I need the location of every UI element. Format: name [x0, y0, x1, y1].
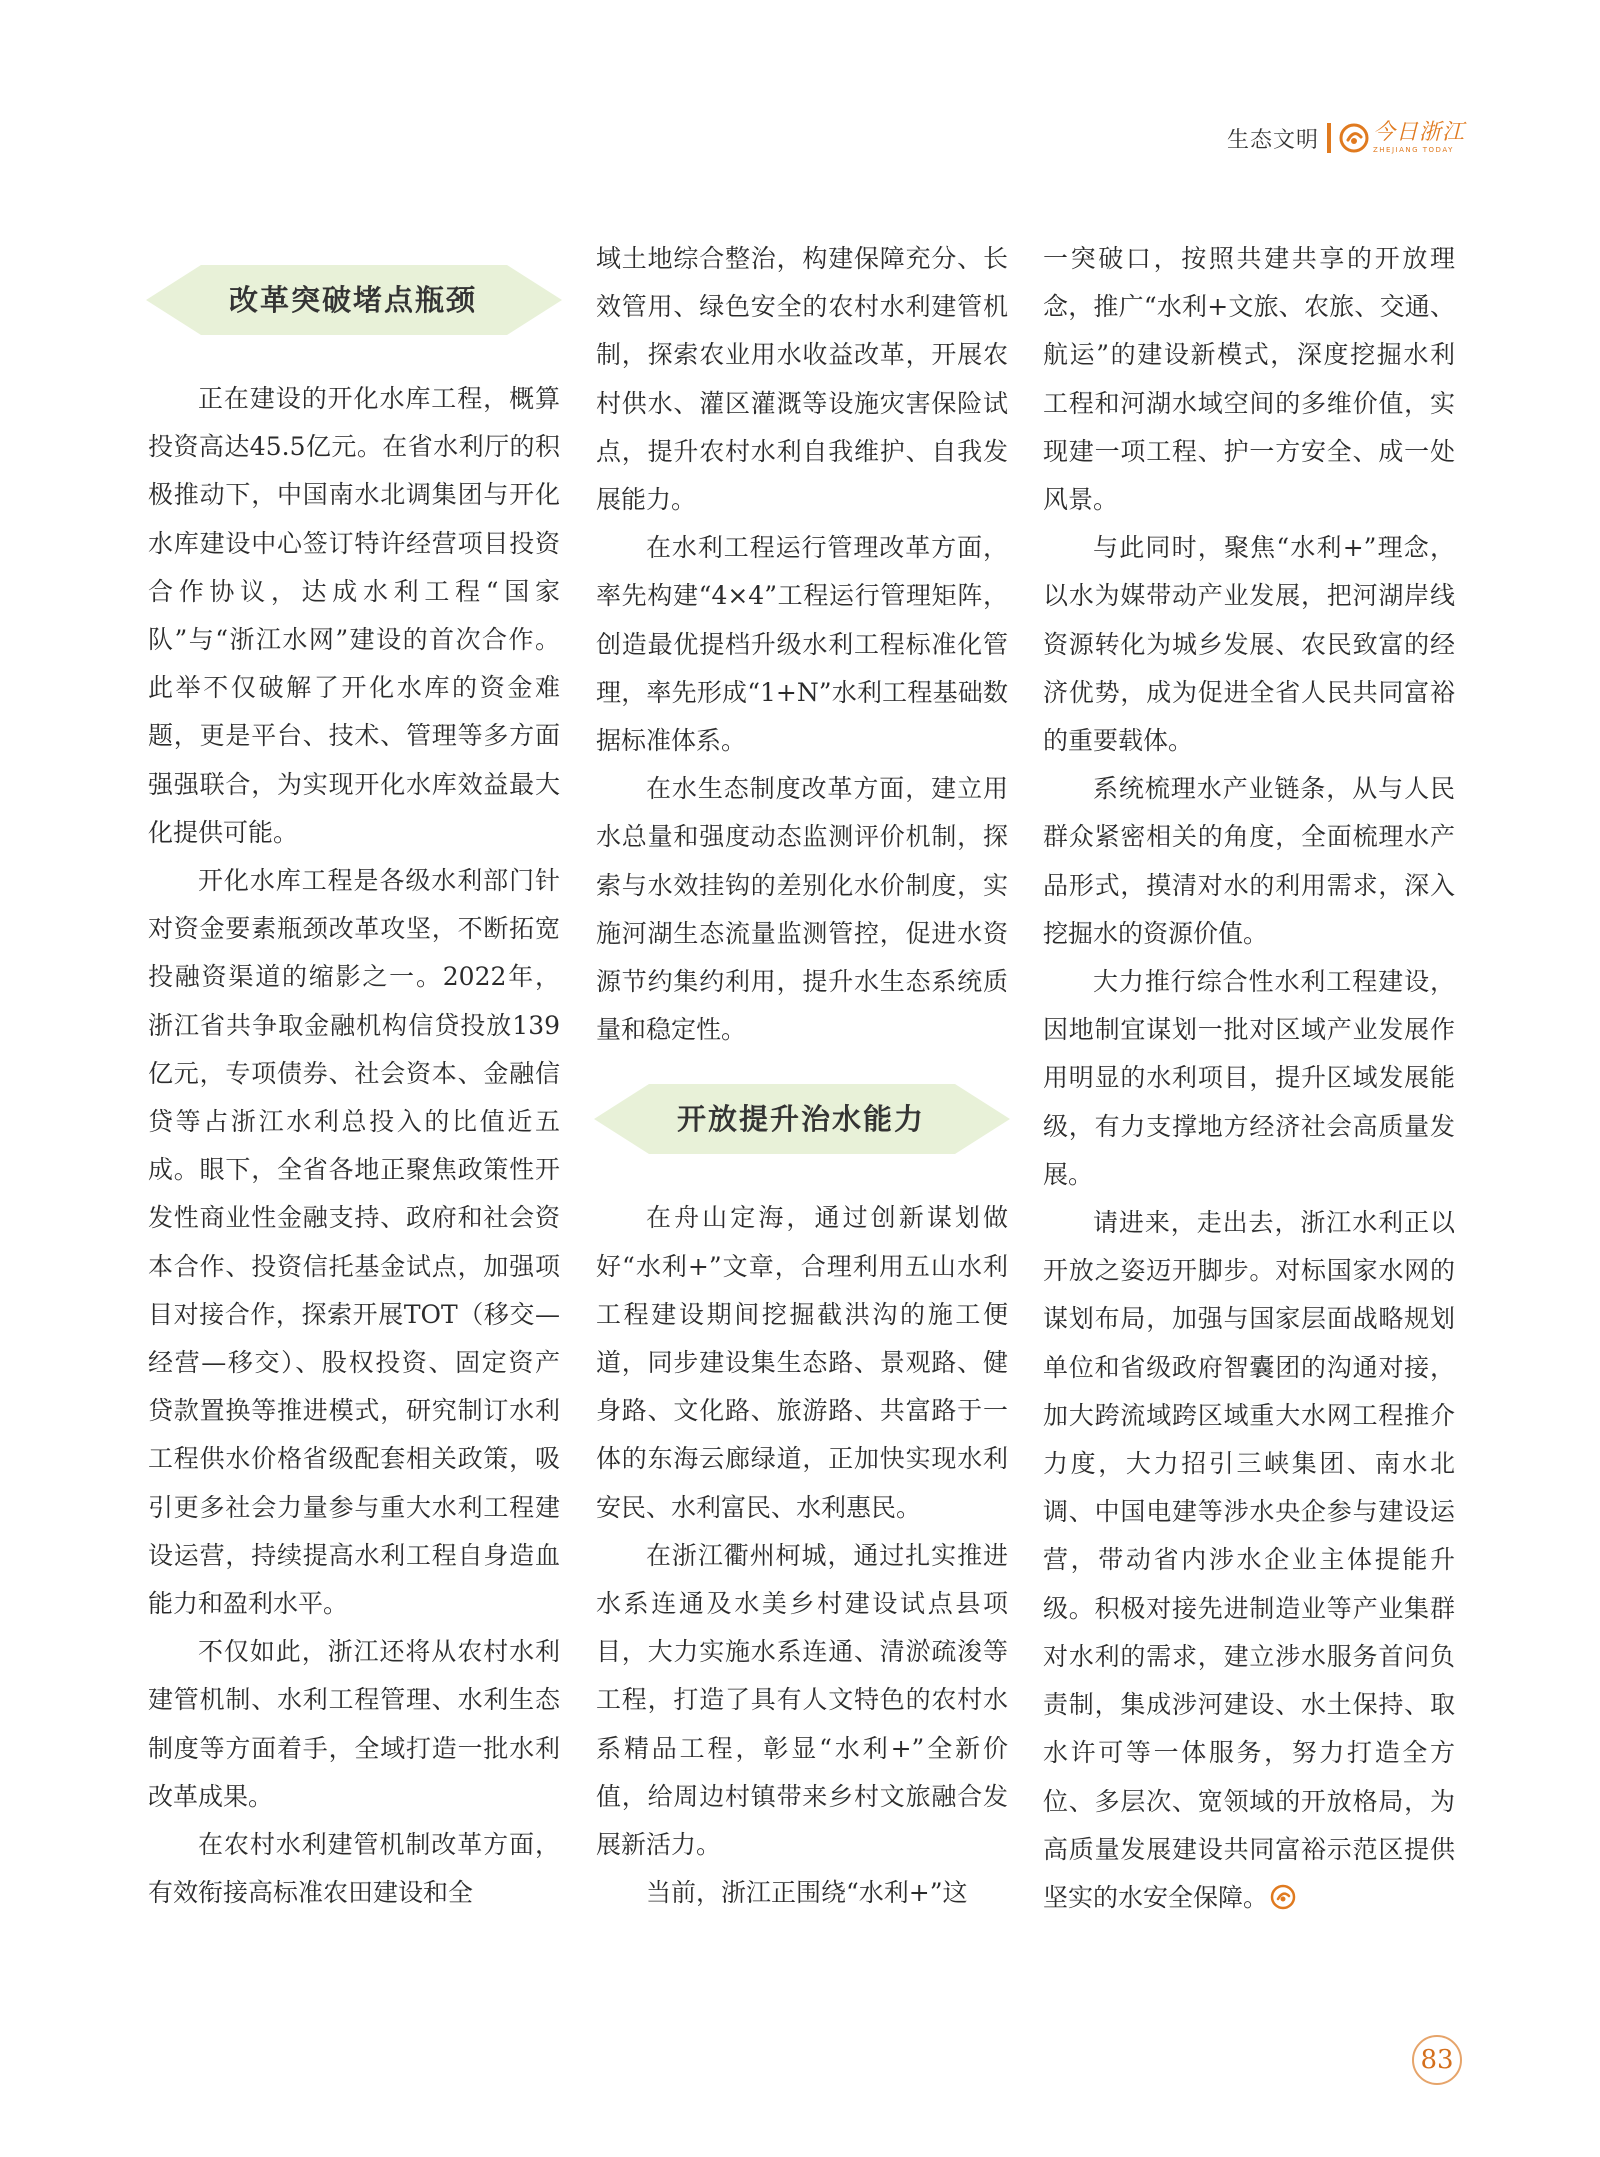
paragraph: 在水利工程运行管理改革方面，率先构建“4×4”工程运行管理矩阵，创造最优提档升级水利工程标准化管理，率先形成“1+N”水利工程基础数据标准体系。	[596, 533, 1008, 756]
paragraph: 在农村水利建管机制改革方面，有效衔接高标准农田建设和全	[148, 1830, 560, 1908]
section-heading-opening	[594, 1084, 1008, 1154]
final-paragraph-text: 请进来，走出去，浙江水利正以开放之姿迈开脚步。对标国家水网的谋划布局，加强与国家层面战略规划单位和省级政府智囊团的沟通对接，加大跨流域跨区域重大水网工程推介力度，大力招引三峡集团、南水北调、中国电建等涉水央企参与建设运营，带动省内涉水企业主体提能升级。积极对接先进制造业等产业集群对水利的需求，建立涉水服务首问负责制，集成涉河建设、水土保持、取水许可等一体服务，努力打造全方位、多层次、宽领域的开放格局，为高质量发展建设共同富裕示范区提供坚实的水安全保障。	[1043, 1208, 1455, 1912]
paragraph: 不仅如此，浙江还将从农村水利建管机制、水利工程管理、水利生态制度等方面着手，全域打造一批水利改革成果。	[148, 1637, 560, 1811]
page-number-badge	[1412, 2035, 1462, 2085]
paragraph-continued: 一突破口，按照共建共享的开放理念，推广“水利+文旅、农旅、交通、航运”的建设新模式，深度挖掘水利工程和河湖水域空间的多维价值，实现建一项工程、护一方安全、成一处风景。	[1043, 244, 1455, 515]
paragraph: 当前，浙江正围绕“水利+”这	[646, 1878, 968, 1908]
final-paragraph	[1043, 1199, 1455, 1922]
paragraph-continued: 域土地综合整治，构建保障充分、长效管用、绿色安全的农村水利建管机制，探索农业用水收益改革，开展农村供水、灌区灌溉等设施灾害保险试点，提升农村水利自我维护、自我发展能力。	[596, 244, 1008, 515]
section-heading-reform	[146, 265, 560, 335]
paragraph: 大力推行综合性水利工程建设，因地制宜谋划一批对区域产业发展作用明显的水利项目，提升区域发展能级，有力支撑地方经济社会高质量发展。	[1043, 967, 1455, 1189]
paragraph: 在舟山定海，通过创新谋划做好“水利+”文章，合理利用五山水利工程建设期间挖掘截洪沟的施工便道，同步建设集生态路、景观路、健身路、文化路、旅游路、共富路于一体的东海云廊绿道，正加快实现水利安民、水利富民、水利惠民。	[596, 1203, 1008, 1522]
heading-text: 开放提升治水能力	[676, 1102, 925, 1137]
magazine-logo	[1339, 122, 1465, 154]
section-label: 生态文明	[1226, 127, 1319, 153]
paragraph: 开化水库工程是各级水利部门针对资金要素瓶颈改革攻坚，不断拓宽投融资渠道的缩影之一。2022年，浙江省共争取金融机构信贷投放139亿元，专项债券、社会资本、金融信贷等占浙江水利总投入的比值近五成。眼下，全省各地正聚焦政策性开发性商业性金融支持、政府和社会资本合作、投资信托基金试点，加强项目对接合作，探索开展TOT（移交—经营—移交）、股权投资、固定资产贷款置换等推进模式，研究制订水利工程供水价格省级配套相关政策，吸引更多社会力量参与重大水利工程建设运营，持续提高水利工程自身造血能力和盈利水平。	[148, 866, 560, 1619]
paragraph: 在水生态制度改革方面，建立用水总量和强度动态监测评价机制，探索与水效挂钩的差别化水价制度，实施河湖生态流量监测管控，促进水资源节约集约利用，提升水生态系统质量和稳定性。	[596, 774, 1008, 1045]
column-3	[1043, 235, 1455, 1922]
paragraph: 在浙江衢州柯城，通过扎实推进水系连通及水美乡村建设试点县项目，大力实施水系连通、清淤疏浚等工程，打造了具有人文特色的农村水系精品工程，彰显“水利+”全新价值，给周边村镇带来乡村文旅融合发展新活力。	[596, 1540, 1008, 1860]
page-header	[1227, 118, 1465, 158]
logo-title: 今日浙江	[1372, 120, 1465, 145]
heading-text: 改革突破堵点瓶颈	[228, 282, 477, 317]
logo-subtitle: ZHEJIANG TODAY	[1372, 146, 1454, 154]
column-2	[596, 235, 1008, 1918]
paragraph: 系统梳理水产业链条，从与人民群众紧密相关的角度，全面梳理水产品形式，摸清对水的利用需求，深入挖掘水的资源价值。	[1043, 774, 1455, 948]
end-mark-icon	[1270, 1884, 1296, 1910]
paragraph: 正在建设的开化水库工程，概算投资高达45.5亿元。在省水利厅的积极推动下，中国南水北调集团与开化水库建设中心签订特许经营项目投资合作协议，达成水利工程“国家队”与“浙江水网”建设的首次合作。此举不仅破解了开化水库的资金难题，更是平台、技术、管理等多方面强强联合，为实现开化水库效益最大化提供可能。	[148, 384, 560, 847]
page-number: 83	[1420, 2045, 1454, 2075]
logo-mark-icon	[1339, 123, 1369, 153]
header-divider	[1327, 123, 1331, 153]
column-1	[148, 235, 560, 1918]
paragraph: 与此同时，聚焦“水利+”理念，以水为媒带动产业发展，把河湖岸线资源转化为城乡发展、农民致富的经济优势，成为促进全省人民共同富裕的重要载体。	[1043, 533, 1455, 756]
